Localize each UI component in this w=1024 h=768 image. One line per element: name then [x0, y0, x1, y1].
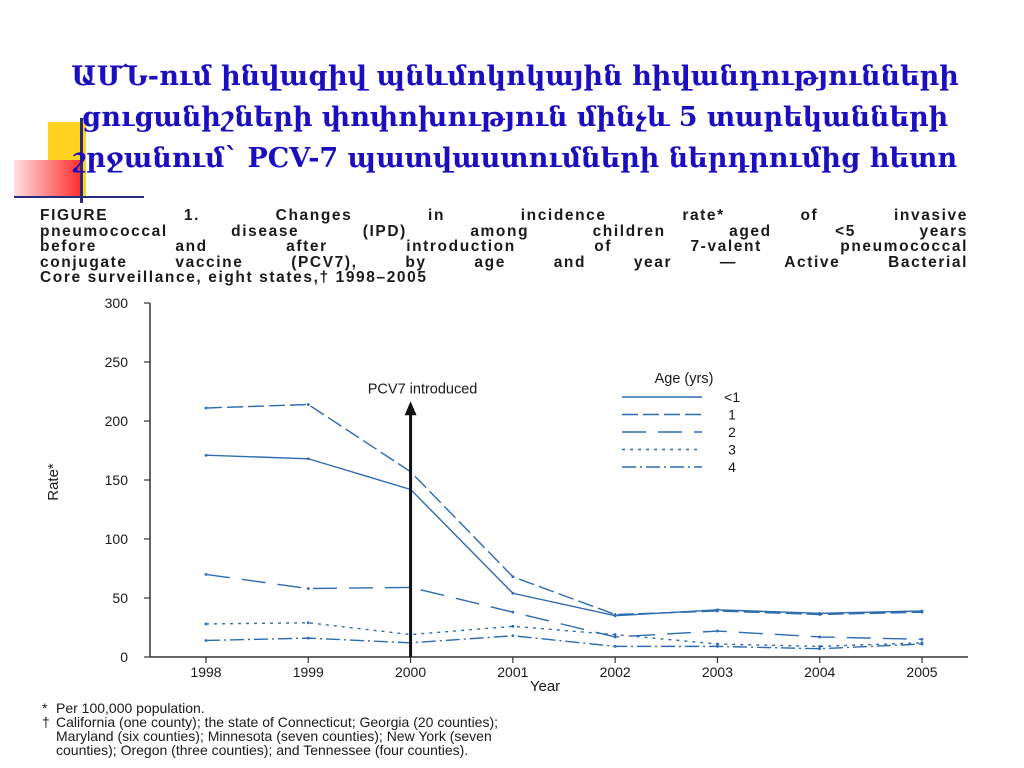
data-point — [511, 592, 514, 595]
caption-line: conjugate vaccine (PCV7), by age and year — Active Bacterial — [40, 253, 968, 271]
caption-line: FIGURE 1. Changes in incidence rate* of invasive — [40, 207, 968, 224]
footnote-text: Maryland (six counties); Minnesota (seven counties); New York (seven — [56, 728, 492, 744]
x-tick-label: 2000 — [394, 664, 427, 680]
data-point — [511, 611, 514, 614]
x-tick-label: 2004 — [804, 664, 836, 680]
y-tick-label: 200 — [104, 413, 128, 429]
footnote-mark: † — [42, 714, 50, 730]
caption-line: Core surveillance, eight states,† 1998–2005 — [40, 269, 428, 286]
data-point — [921, 643, 924, 646]
caption-line: pneumococcal disease (IPD) among children aged <5 years — [40, 222, 968, 240]
x-tick-label: 1999 — [292, 664, 324, 680]
data-point — [205, 623, 208, 626]
y-tick-label: 100 — [104, 531, 128, 547]
x-tick-label: 2001 — [497, 664, 529, 680]
data-point — [614, 613, 617, 616]
series-line-age-2 — [206, 574, 922, 639]
legend-label: 3 — [728, 441, 736, 458]
data-point — [511, 575, 514, 578]
legend-title: Age (yrs) — [654, 371, 714, 387]
figure-footnotes — [42, 701, 970, 757]
y-tick-label: 250 — [104, 354, 128, 370]
data-point — [818, 636, 821, 639]
data-point — [818, 647, 821, 650]
data-point — [921, 638, 924, 641]
annotation-label: PCV7 introduced — [367, 381, 478, 398]
data-point — [716, 645, 719, 648]
data-point — [307, 587, 310, 590]
y-tick-label: 150 — [104, 472, 128, 488]
footnote-text: California (one county); the state of Connecticut; Georgia (20 counties); — [56, 714, 499, 730]
data-point — [307, 403, 310, 406]
y-tick-label: 0 — [120, 649, 128, 665]
slide-title-line: ԱՄՆ-ում ինվազիվ պնևմոկոկային հիվանդությունների — [71, 61, 959, 92]
data-point — [205, 639, 208, 642]
data-point — [307, 637, 310, 640]
data-point — [716, 610, 719, 613]
x-tick-label: 2005 — [906, 664, 938, 680]
series-line-age-1 — [206, 404, 922, 614]
slide-title-line: շրջանում` PCV-7 պատվաստումների ներդրումից հետո — [72, 143, 958, 174]
y-tick-label: 300 — [104, 295, 128, 311]
data-point — [921, 611, 924, 614]
data-point — [614, 645, 617, 648]
footnote-dagger — [42, 715, 970, 729]
slide-title-line: ցուցանիշների փոփոխություն մինչև 5 տարեկանների — [81, 102, 949, 133]
y-tick-label: 50 — [112, 590, 128, 606]
y-axis-label: Rate* — [45, 463, 62, 501]
footnote-text: Per 100,000 population. — [56, 700, 205, 716]
caption-line: before and after introduction of 7-valent pneumococcal — [40, 238, 968, 255]
data-point — [205, 573, 208, 576]
data-point — [307, 457, 310, 460]
data-point — [716, 630, 719, 633]
legend-label: 2 — [728, 424, 736, 440]
x-tick-label: 2002 — [599, 664, 631, 680]
data-point — [205, 454, 208, 457]
legend-label: <1 — [724, 389, 740, 405]
series-line-age-3 — [206, 623, 922, 647]
data-point — [307, 621, 310, 624]
data-point — [511, 625, 514, 628]
data-point — [205, 407, 208, 410]
data-point — [818, 613, 821, 616]
x-tick-label: 2003 — [701, 664, 734, 680]
series-line-age-lt1 — [206, 455, 922, 615]
footnote-mark: * — [42, 700, 48, 716]
data-point — [511, 634, 514, 637]
x-tick-label: 1998 — [190, 664, 222, 680]
data-point — [614, 633, 617, 636]
annotation-arrowhead — [405, 401, 417, 415]
footnote-asterisk — [42, 701, 970, 715]
footnote-text: counties); Oregon (three counties); and Tennessee (four counties). — [56, 742, 469, 758]
x-axis-label: Year — [529, 678, 561, 695]
legend-label: 1 — [728, 406, 736, 423]
legend-label: 4 — [728, 459, 736, 475]
